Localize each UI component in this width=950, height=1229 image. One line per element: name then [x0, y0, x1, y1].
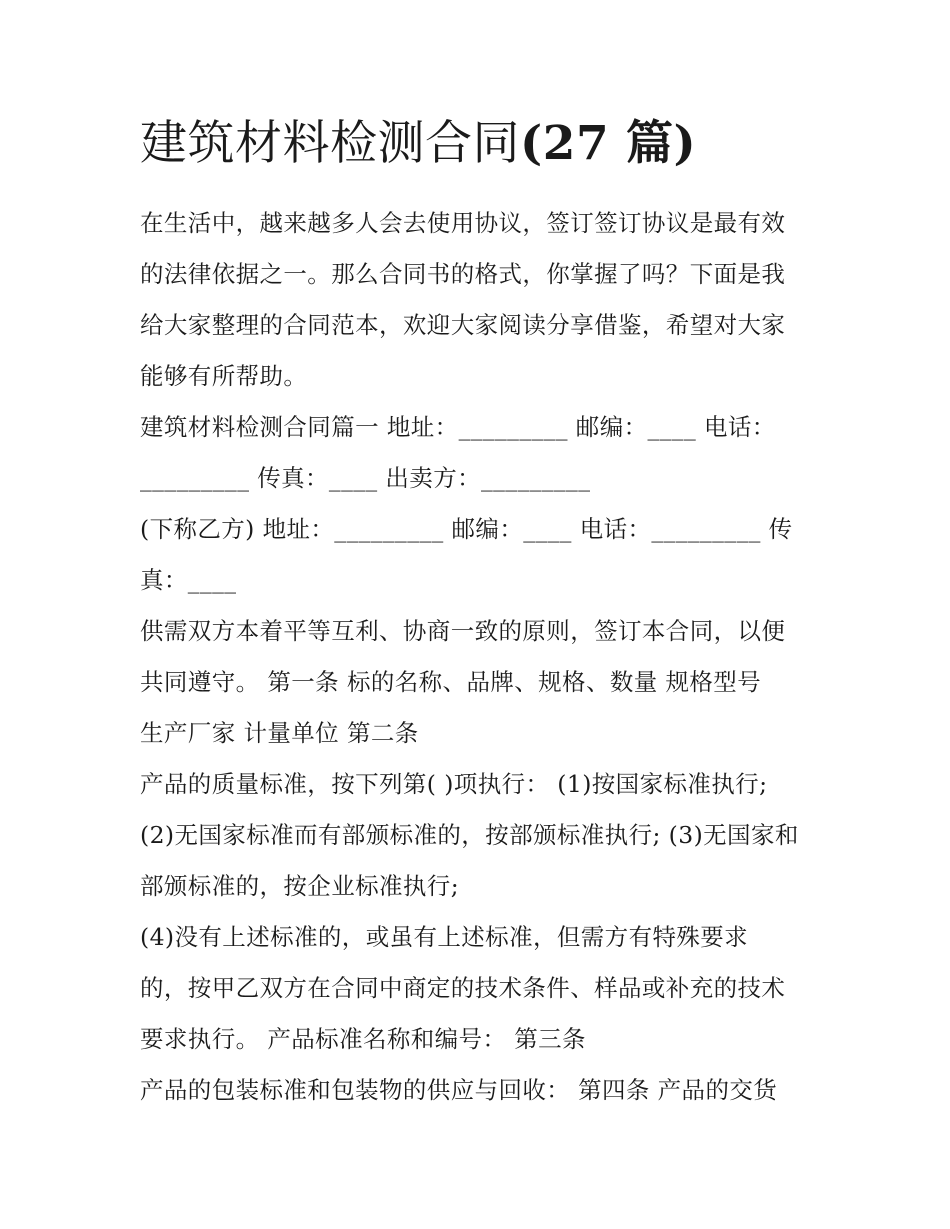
body-line: _________ 传真：____ 出卖方：_________ [140, 464, 591, 492]
document-title [140, 112, 696, 176]
title-main: 建筑材料检测合同 [140, 116, 520, 171]
body-line: 真：____ [140, 566, 237, 594]
title-suffix: (27 篇) [520, 116, 697, 171]
body-line: 产品的质量标准，按下列第( )项执行： (1)按国家标准执行; [140, 770, 768, 798]
body-line: 的法律依据之一。那么合同书的格式，你掌握了吗？下面是我 [140, 260, 786, 288]
body-line: 产品的包装标准和包装物的供应与回收： 第四条 产品的交货 [140, 1076, 778, 1104]
body-line: 生产厂家 计量单位 第二条 [140, 719, 419, 747]
body-line: (下称乙方) 地址：_________ 邮编：____ 电话：_________ 传 [140, 515, 793, 543]
body-line: 要求执行。 产品标准名称和编号： 第三条 [140, 1025, 586, 1053]
body-line: 的，按甲乙双方在合同中商定的技术条件、样品或补充的技术 [140, 974, 786, 1002]
body-line: (2)无国家标准而有部颁标准的，按部颁标准执行; (3)无国家和 [140, 821, 799, 849]
body-line: 部颁标准的，按企业标准执行; [140, 872, 460, 900]
body-line: 供需双方本着平等互利、协商一致的原则，签订本合同，以便 [140, 617, 786, 645]
body-line: 在生活中，越来越多人会去使用协议，签订签订协议是最有效 [140, 209, 786, 237]
body-line: 给大家整理的合同范本，欢迎大家阅读分享借鉴，希望对大家 [140, 311, 786, 339]
body-line: 建筑材料检测合同篇一 地址：_________ 邮编：____ 电话： [140, 413, 776, 441]
document-body [140, 198, 820, 1116]
body-line: 共同遵守。 第一条 标的名称、品牌、规格、数量 规格型号 [140, 668, 762, 696]
body-line: (4)没有上述标准的，或虽有上述标准，但需方有特殊要求 [140, 923, 749, 951]
body-line: 能够有所帮助。 [140, 362, 308, 390]
